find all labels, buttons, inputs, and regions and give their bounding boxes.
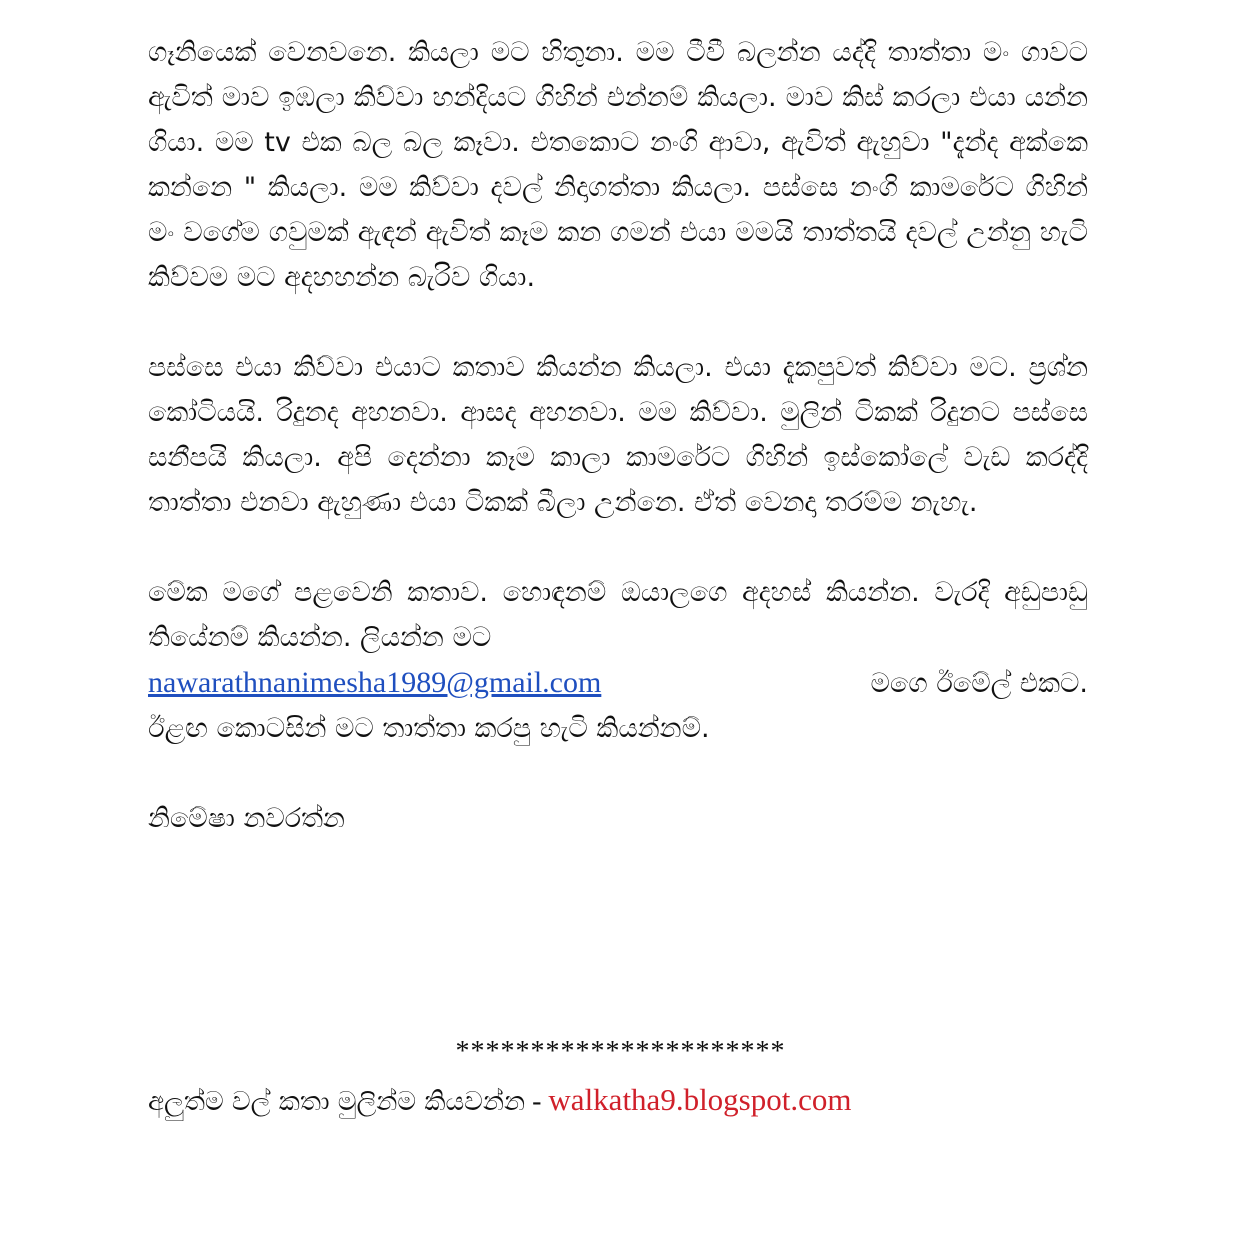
email-suffix: මගෙ ඊමේල් එකට. [870,668,1088,699]
separator-stars: ********************** [455,1036,786,1067]
footer [148,1080,851,1122]
footer-dash: - [525,1086,549,1117]
story-body [148,30,1088,841]
footer-site-link[interactable]: walkatha9.blogspot.com [548,1082,852,1117]
paragraph-1: ගෑනියෙක් වෙනවනෙ. කියලා මට හිතුනා. මම ටීවී බලන්න යද්දි තාත්තා මං ගාවට ඇවිත් මාව ඉඹලා කිව්වා හන්දියට ගිහින් එන්නම් කියලා. මාව කිස් කරලා එයා යන්න ගියා. මම tv එක බල බල කෑවා. එතකොට නංගි ආවා, ඇවිත් ඇහුවා "දැන්ද අක්කෙ කන්නෙ " කියලා. මම කිව්වා දවල් නිදාගත්තා කියලා. පස්සෙ නංගි කාමරේට ගිහින් මං වගේම ගවුමක් ඇඳන් ඇවිත් කෑම කන ගමන් එයා මමයි තාත්තයි දවල් උන්නු හැටි කිව්වම මට අදහහන්න බැරිව ගියා. [148,37,1088,293]
email-line [148,660,1088,706]
footer-text: අලුත්ම වල් කතා මුලින්ම කියවන්න [148,1087,526,1117]
next-part-note: ඊළඟ කොටසින් මට තාත්තා කරපු හැටි කියන්නම්. [148,713,710,744]
paragraph-2: පස්සෙ එයා කිව්වා එයාට කතාව කියන්න කියලා. එයා දැකපුවත් කිව්වා මට. ප්‍රශ්න කෝටියයි. රිදුනද අහනවා. ආසද අහනවා. මම කිව්වා. මුලින් ටිකක් රිදුනට පස්සෙ සනීපයි කියලා. අපි දෙන්නා කෑම කාලා කාමරේට ගිහින් ඉස්කෝලේ වැඩ කරද්දි තාත්තා එනවා ඇහුණා එයා ටිකක් බීලා උන්නෙ. ඒත් වෙනදා තරම්ම නැහැ. [148,352,1088,518]
author-signature: නිමේෂා නවරත්න [148,803,345,834]
email-link[interactable]: nawarathnanimesha1989@gmail.com [148,666,602,699]
paragraph-3: මේක මගේ පළවෙනි කතාව. හොඳනම් ඔයාලගෙ අදහස් කියන්න. වැරදි අඩුපාඩු තියේනම් කියන්න. ලියන්න මට [148,577,1088,653]
